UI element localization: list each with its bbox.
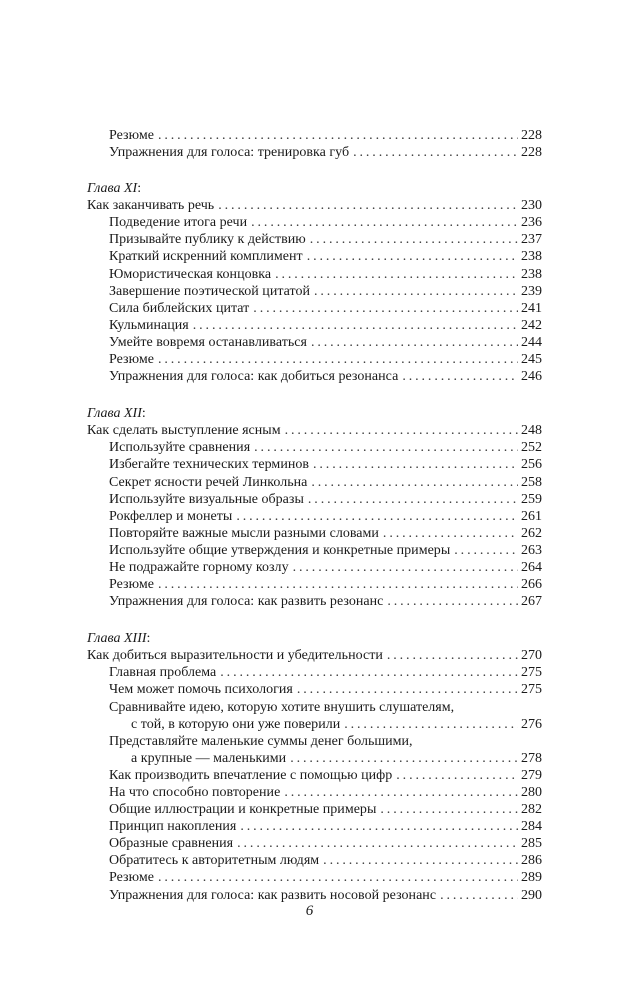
leader-dots: [237, 835, 518, 852]
toc-entry-title: Как производить впечатление с помощью цифр: [109, 767, 393, 783]
toc-entry-page: 258: [521, 474, 542, 490]
toc-entry: [87, 456, 542, 473]
toc-entry: [87, 439, 542, 456]
chapter-heading: [87, 630, 542, 647]
toc-entry: [87, 368, 542, 385]
toc-entry-page: 276: [521, 716, 542, 732]
toc-entry-page: 228: [521, 128, 542, 143]
toc-entry: [87, 869, 542, 886]
toc-entry-page: 246: [521, 369, 542, 385]
toc-entry-page: 275: [521, 665, 542, 681]
chapter-section: [87, 197, 542, 385]
toc-entry-title: Резюме: [109, 128, 154, 143]
toc-entry-page: 241: [521, 300, 542, 316]
toc-entry-title: Упражнения для голоса: тренировка губ: [109, 145, 350, 161]
chapter-page: 248: [521, 423, 542, 439]
toc-entry-title: Используйте общие утверждения и конкретные примеры: [109, 542, 451, 558]
leader-dots: [402, 368, 518, 385]
chapter-title-entry: [87, 647, 542, 664]
chapter-heading-text: Глава XI: [87, 181, 138, 197]
chapter-section: [87, 422, 542, 610]
toc-entry: [87, 474, 542, 491]
toc-top-entries: [87, 127, 542, 161]
toc-entry-title: Завершение поэтической цитатой: [109, 283, 310, 299]
toc-entry-title: Общие иллюстрации и конкретные примеры: [109, 802, 377, 818]
chapter-section: [87, 647, 542, 903]
toc-entry-title: Умейте вовремя останавливаться: [109, 334, 307, 350]
toc-entry: [87, 351, 542, 368]
leader-dots: [440, 887, 518, 904]
toc-entry-title: Краткий искренний комплимент: [109, 249, 303, 265]
toc-entry-page: 261: [521, 508, 542, 524]
chapter-page: 270: [521, 648, 542, 664]
toc-entry-title: а крупные — маленькими: [131, 750, 287, 766]
toc-entry: [87, 767, 542, 784]
chapter-heading-text: Глава XII: [87, 406, 142, 422]
toc-entry: [87, 491, 542, 508]
leader-dots: [293, 559, 518, 576]
toc-entry-title: Резюме: [109, 352, 154, 368]
chapter-title: Как добиться выразительности и убедительности: [87, 648, 383, 664]
chapter-title: Как сделать выступление ясным: [87, 423, 281, 439]
toc-entry: [87, 144, 542, 161]
leader-dots: [240, 818, 518, 835]
toc-entry: [87, 248, 542, 265]
toc-entry-title: Главная проблема: [109, 665, 217, 681]
toc-entry-title: Не подражайте горному козлу: [109, 559, 289, 575]
toc-entry: [87, 784, 542, 801]
toc-entry-title: Упражнения для голоса: как добиться резонанса: [109, 369, 399, 385]
toc-entry-page: 252: [521, 440, 542, 456]
toc-entry-title: Обратитесь к авторитетным людям: [109, 853, 320, 869]
leader-dots: [314, 283, 518, 300]
leader-dots: [218, 197, 518, 214]
toc-entry: [87, 525, 542, 542]
leader-dots: [396, 767, 518, 784]
chapter-heading: [87, 405, 542, 422]
leader-dots: [158, 869, 518, 886]
toc-entry-page: 236: [521, 215, 542, 231]
leader-dots: [387, 647, 518, 664]
leader-dots: [275, 266, 518, 283]
toc-entry-page: 237: [521, 232, 542, 248]
toc-entry-continuation: [87, 716, 542, 733]
toc-entry-line1: Представляйте маленькие суммы денег большими,: [109, 733, 413, 749]
chapter-title-entry: [87, 197, 542, 214]
toc-entry: [87, 559, 542, 576]
leader-dots: [454, 542, 518, 559]
toc-entry-title: Призывайте публику к действию: [109, 232, 306, 248]
toc-entry-page: 244: [521, 334, 542, 350]
toc-entry-title: с той, в которую они уже поверили: [131, 716, 341, 732]
chapter-heading-colon: :: [146, 631, 151, 647]
toc-entry-page: 285: [521, 836, 542, 852]
leader-dots: [297, 681, 518, 698]
toc-entry: [87, 127, 542, 144]
toc-entry-title: На что способно повторение: [109, 785, 281, 800]
chapter-heading-colon: :: [137, 181, 142, 197]
toc-entry-page: 280: [521, 785, 542, 800]
toc-entry: [87, 801, 542, 818]
toc-entry-page: 245: [521, 352, 542, 368]
toc-entry: [87, 283, 542, 300]
leader-dots: [236, 508, 518, 525]
toc-entry-title: Юмористическая концовка: [109, 266, 272, 282]
toc-entry-line1: Сравнивайте идею, которую хотите внушить слушателям,: [109, 699, 455, 715]
toc-entry-title: Сила библейских цитат: [109, 300, 250, 316]
toc-entry-title: Резюме: [109, 577, 154, 593]
leader-dots: [307, 248, 518, 265]
leader-dots: [193, 317, 518, 334]
table-of-contents: [87, 127, 542, 904]
chapter-heading: [87, 180, 542, 197]
toc-entry-title: Принцип накопления: [109, 819, 237, 835]
toc-entry-title: Образные сравнения: [109, 836, 234, 852]
toc-entry-title: Чем может помочь психология: [109, 682, 293, 698]
toc-entry-page: 239: [521, 283, 542, 299]
toc-entry-page: 259: [521, 491, 542, 507]
leader-dots: [344, 716, 518, 733]
toc-entry-page: 286: [521, 853, 542, 869]
toc-entry: [87, 317, 542, 334]
toc-entry: [87, 664, 542, 681]
toc-entry-continuation: [87, 750, 542, 767]
toc-entry-page: 289: [521, 870, 542, 886]
leader-dots: [254, 439, 518, 456]
toc-entry-page: 290: [521, 887, 542, 903]
toc-entry-page: 256: [521, 457, 542, 473]
toc-entry-page: 279: [521, 767, 542, 783]
toc-entry-page: 275: [521, 682, 542, 698]
toc-entry-title: Упражнения для голоса: как развить носовой резонанс: [109, 887, 437, 903]
chapter-title-entry: [87, 422, 542, 439]
leader-dots: [313, 456, 518, 473]
toc-entry: [87, 887, 542, 904]
toc-entry-title: Повторяйте важные мысли разными словами: [109, 525, 379, 541]
page-number: 6: [305, 903, 314, 919]
leader-dots: [310, 231, 518, 248]
toc-entry-page: 238: [521, 266, 542, 282]
toc-entry-page: 284: [521, 819, 542, 835]
toc-entry-page: 238: [521, 249, 542, 265]
leader-dots: [158, 351, 518, 368]
toc-entry-page: 263: [521, 542, 542, 558]
chapter-page: 230: [521, 198, 542, 214]
toc-entry: [87, 300, 542, 317]
toc-entry-page: 264: [521, 559, 542, 575]
leader-dots: [353, 144, 518, 161]
toc-entry-title: Рокфеллер и монеты: [109, 508, 233, 524]
toc-entry-page: 228: [521, 145, 542, 161]
leader-dots: [311, 474, 518, 491]
toc-entry-title: Секрет ясности речей Линкольна: [109, 474, 308, 490]
toc-entry-page: 262: [521, 525, 542, 541]
leader-dots: [380, 801, 518, 818]
leader-dots: [285, 422, 518, 439]
chapter-title: Как заканчивать речь: [87, 198, 215, 214]
chapter-heading-colon: :: [141, 406, 146, 422]
toc-entry-page: 278: [521, 750, 542, 766]
leader-dots: [158, 127, 518, 144]
toc-entry: [87, 542, 542, 559]
chapter-heading-text: Глава XIII: [87, 631, 147, 647]
toc-entry: [87, 576, 542, 593]
toc-entry-title: Упражнения для голоса: как развить резонанс: [109, 594, 384, 610]
toc-entry: [87, 266, 542, 283]
toc-entry-title: Используйте визуальные образы: [109, 491, 304, 507]
leader-dots: [323, 852, 518, 869]
toc-entry: [87, 214, 542, 231]
toc-entry: [87, 231, 542, 248]
leader-dots: [220, 664, 518, 681]
leader-dots: [284, 784, 518, 801]
leader-dots: [253, 300, 518, 317]
leader-dots: [387, 593, 518, 610]
leader-dots: [383, 525, 518, 542]
toc-entry-page: 282: [521, 802, 542, 818]
toc-entry-title: Кульминация: [109, 317, 189, 333]
leader-dots: [290, 750, 518, 767]
toc-entry: [87, 818, 542, 835]
toc-entry: [87, 508, 542, 525]
leader-dots: [158, 576, 518, 593]
toc-entry: [87, 835, 542, 852]
toc-entry: [87, 681, 542, 698]
toc-entry-page: 242: [521, 317, 542, 333]
toc-entry-page: 266: [521, 577, 542, 593]
toc-entry-title: Избегайте технических терминов: [109, 457, 309, 473]
toc-entry-title: Подведение итога речи: [109, 215, 248, 231]
leader-dots: [311, 334, 518, 351]
toc-entry-title: Используйте сравнения: [109, 440, 251, 456]
leader-dots: [308, 491, 518, 508]
leader-dots: [251, 214, 518, 231]
toc-entry: [87, 852, 542, 869]
toc-entry-title: Резюме: [109, 870, 154, 886]
toc-entry-page: 267: [521, 594, 542, 610]
toc-entry: [87, 593, 542, 610]
toc-entry: [87, 334, 542, 351]
